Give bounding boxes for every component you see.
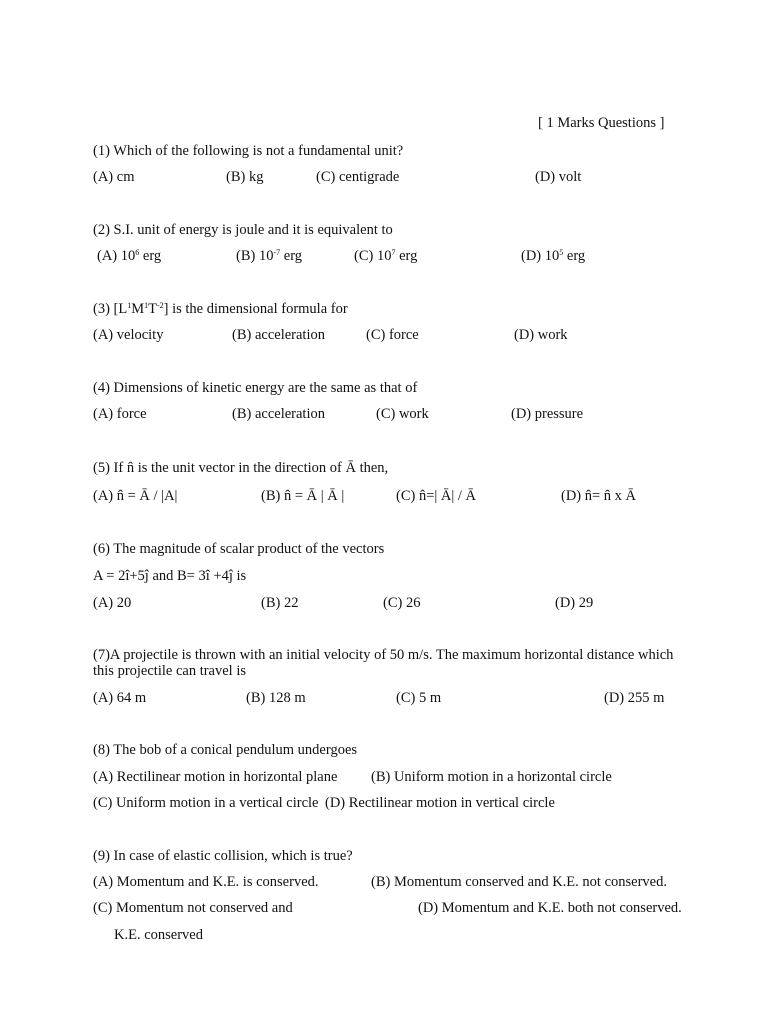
question-8-option-d: (D) Rectilinear motion in vertical circle: [325, 795, 555, 811]
question-9-option-a: (A) Momentum and K.E. is conserved.: [93, 874, 319, 890]
question-3-stem: (3) $[L^1M^1T^{-2}]$ is the dimensional formula for: [93, 301, 348, 317]
question-8-option-b: (B) Uniform motion in a horizontal circle: [371, 769, 612, 785]
question-2-stem: (2) S.I. unit of energy is joule and it is equivalent to: [93, 222, 393, 238]
question-4-option-d: (D) pressure: [511, 406, 584, 422]
question-1-option-d: (D) volt: [535, 169, 582, 185]
question-8-stem: (8) The bob of a conical pendulum undergoes: [93, 742, 358, 758]
question-4-option-b: (B) acceleration: [232, 406, 325, 422]
question-6-stem: (6) The magnitude of scalar product of the vectors: [93, 541, 385, 557]
question-9-option-b: (B) Momentum conserved and K.E. not conserved.: [371, 874, 667, 890]
question-7-option-d: (D) 255 m: [604, 690, 665, 706]
question-5-option-d: (D) n̂= n̂ x Ā: [561, 488, 637, 504]
question-9-option-c-continuation: K.E. conserved: [114, 927, 203, 943]
question-4-option-a: (A) force: [93, 406, 147, 422]
question-7-option-a: (A) 64 m: [93, 690, 147, 706]
question-8-option-a: (A) Rectilinear motion in horizontal plane: [93, 769, 338, 785]
question-6-option-a: (A) 20: [93, 595, 132, 611]
question-5-option-a: (A) n̂ = Ā / |A|: [93, 488, 178, 504]
question-1-option-a: (A) cm: [93, 169, 135, 185]
question-3-option-c: (C) force: [366, 327, 419, 343]
question-8-option-c: (C) Uniform motion in a vertical circle: [93, 795, 319, 811]
question-5-option-c: (C) n̂=| Ā| / Ā: [396, 488, 477, 504]
question-1-option-c: (C) centigrade: [316, 169, 400, 185]
question-6-option-c: (C) 26: [383, 595, 421, 611]
question-2-option-b: (B) $10^{-7}$ erg: [236, 248, 303, 264]
question-7-stem: (7)A projectile is thrown with an initial velocity of 50 m/s. The maximum horizontal distance which this projectile can travel is: [93, 647, 674, 679]
question-3-option-d: (D) work: [514, 327, 568, 343]
question-6-option-b: (B) 22: [261, 595, 299, 611]
question-9-option-c: (C) Momentum not conserved and: [93, 900, 293, 916]
question-1-stem: (1) Which of the following is not a fundamental unit?: [93, 143, 404, 159]
question-2-option-c: (C) $10^7$ erg: [354, 248, 418, 264]
question-6-option-d: (D) 29: [555, 595, 594, 611]
question-2-option-d: (D) $10^5$ erg: [521, 248, 586, 264]
question-3-option-a: (A) velocity: [93, 327, 164, 343]
question-9-stem: (9) In case of elastic collision, which is true?: [93, 848, 353, 864]
question-9-option-d: (D) Momentum and K.E. both not conserved.: [418, 900, 682, 916]
marks-header: [ 1 Marks Questions ]: [538, 115, 665, 131]
question-7-option-c: (C) 5 m: [396, 690, 442, 706]
question-2-option-a: (A) $10^6$ erg: [97, 248, 162, 264]
question-5-option-b: (B) n̂ = Ā | Ā |: [261, 488, 345, 504]
question-3-option-b: (B) acceleration: [232, 327, 325, 343]
question-5-stem: (5) If n̂ is the unit vector in the direction of Ā then,: [93, 460, 389, 476]
question-6-vectors: A = 2î+5ĵ and B= 3î +4ĵ is: [93, 568, 247, 584]
question-4-option-c: (C) work: [376, 406, 429, 422]
question-1-option-b: (B) kg: [226, 169, 264, 185]
question-4-stem: (4) Dimensions of kinetic energy are the same as that of: [93, 380, 418, 396]
question-7-option-b: (B) 128 m: [246, 690, 306, 706]
